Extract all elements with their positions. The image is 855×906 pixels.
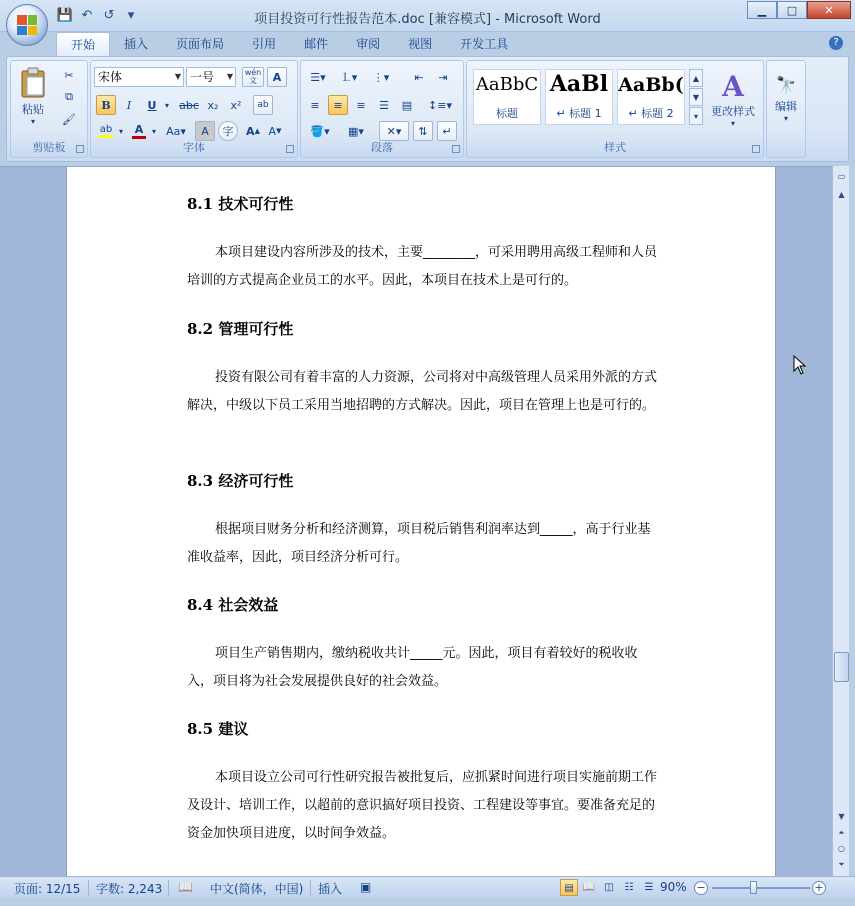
- section-body: 投资有限公司有着丰富的人力资源，公司将对中高级管理人员采用外派的方式解决，中级以下员工采用当地招聘的方式解决。因此，项目在管理上也是可行的。: [187, 370, 658, 413]
- ribbon-tabs: [56, 32, 522, 56]
- font-size-value: 一号: [190, 70, 215, 84]
- decrease-indent-button[interactable]: ⇤: [414, 70, 424, 84]
- styles-group: [466, 60, 764, 158]
- clipboard-launcher-icon[interactable]: [76, 145, 84, 153]
- office-logo-icon: [17, 15, 37, 35]
- tab-page-layout[interactable]: 页面布局: [176, 37, 225, 51]
- align-right-button[interactable]: ≡: [356, 98, 366, 112]
- styles-launcher-icon[interactable]: [752, 145, 760, 153]
- font-size-combo[interactable]: [186, 67, 236, 87]
- change-case-button[interactable]: Aa▾: [166, 124, 186, 138]
- style-name: 标题: [496, 107, 518, 120]
- superscript-button[interactable]: x²: [230, 98, 242, 112]
- paragraph-group: [300, 60, 464, 158]
- style-card-heading-1[interactable]: [545, 69, 613, 125]
- italic-button[interactable]: I: [126, 98, 132, 112]
- change-styles-icon: A: [722, 70, 744, 103]
- styles-more-icon[interactable]: ▾: [689, 107, 703, 125]
- underline-button[interactable]: U: [147, 98, 157, 112]
- select-browse-object-icon[interactable]: ○: [838, 844, 845, 853]
- phonetic-guide-button[interactable]: wén 文: [242, 67, 264, 87]
- window-controls: [747, 1, 851, 19]
- next-page-icon[interactable]: ⏷: [838, 860, 845, 869]
- tab-view[interactable]: 视图: [408, 37, 433, 51]
- tab-references[interactable]: 引用: [252, 37, 277, 51]
- style-name: ↵ 标题 1: [556, 107, 602, 120]
- paste-button[interactable]: [15, 65, 51, 127]
- font-color-button[interactable]: A: [129, 121, 149, 141]
- mouse-cursor-icon: [793, 355, 807, 375]
- paste-icon: [19, 67, 47, 99]
- phonetic-guide-label: wén: [244, 68, 262, 77]
- enclose-characters-button[interactable]: 字: [218, 121, 238, 141]
- chinese-layout-button[interactable]: ✕▾: [379, 121, 409, 141]
- editing-group: [766, 60, 806, 158]
- style-sample: AaBl: [549, 71, 609, 97]
- styles-group-label: 样式: [604, 141, 626, 154]
- zoom-out-icon[interactable]: −: [694, 881, 708, 895]
- draft-view-icon[interactable]: ☰: [644, 882, 654, 893]
- editing-button[interactable]: 🔭 编辑 ▾: [775, 75, 797, 123]
- grow-font-button[interactable]: A ▲: [246, 124, 260, 138]
- quick-access-toolbar: [56, 6, 140, 24]
- clear-formatting-button[interactable]: ab: [253, 95, 273, 115]
- section-body: 根据项目财务分析和经济测算，项目税后销售利润率达到_____，高于行业基准收益率，因此，项目经济分析可行。: [187, 522, 651, 565]
- proofing-icon[interactable]: 📖: [178, 880, 193, 894]
- style-sample: AaBb(: [618, 74, 684, 96]
- multilevel-list-button[interactable]: ⋮▾: [372, 70, 390, 84]
- style-card-title[interactable]: [473, 69, 541, 125]
- borders-button[interactable]: ▦▾: [348, 124, 364, 138]
- zoom-slider-thumb[interactable]: [750, 881, 757, 894]
- zoom-in-icon[interactable]: +: [812, 881, 826, 895]
- style-sample: AaBbC: [475, 74, 539, 95]
- font-color-dropdown-icon[interactable]: ▾: [151, 126, 156, 136]
- macro-record-icon[interactable]: ▣: [360, 880, 372, 894]
- tab-home[interactable]: 开始: [56, 32, 110, 56]
- shading-button[interactable]: 🪣▾: [310, 124, 330, 138]
- increase-indent-button[interactable]: ⇥: [438, 70, 448, 84]
- copy-icon[interactable]: ⧉: [65, 90, 73, 103]
- web-layout-view-icon[interactable]: ◫: [604, 882, 614, 893]
- font-name-value: 宋体: [98, 70, 123, 84]
- save-icon[interactable]: 💾: [56, 7, 74, 23]
- title-bar: [0, 0, 855, 32]
- sort-button[interactable]: ⇅: [413, 121, 433, 141]
- print-layout-view-icon[interactable]: ▤: [560, 879, 578, 896]
- full-screen-reading-view-icon[interactable]: 📖: [582, 882, 596, 893]
- binoculars-icon: 🔭: [776, 75, 796, 94]
- font-group: [90, 60, 298, 158]
- character-border-button[interactable]: A: [267, 67, 287, 87]
- editing-label: 编辑: [775, 100, 797, 113]
- page-count[interactable]: 页面: 12/15: [14, 882, 81, 896]
- section-heading: 8.5 建议: [187, 720, 249, 738]
- line-spacing-button[interactable]: ↕≡▾: [428, 98, 452, 112]
- bullets-button[interactable]: ☰▾: [310, 70, 326, 84]
- previous-page-icon[interactable]: ⏶: [838, 828, 845, 837]
- section-heading: 8.1 技术可行性: [187, 195, 294, 213]
- show-hide-marks-button[interactable]: ↵: [437, 121, 457, 141]
- numbering-button[interactable]: ⒈▾: [340, 71, 358, 84]
- font-size-dropdown-icon[interactable]: ▼: [226, 72, 233, 81]
- ribbon: [6, 56, 849, 162]
- section-body: 本项目建设内容所涉及的技术，主要________，可采用聘用高级工程师和人员培训的方式提高企业员工的水平。因此，本项目在技术上是可行的。: [187, 245, 658, 288]
- highlight-button[interactable]: ab: [96, 121, 116, 141]
- strikethrough-button[interactable]: abc: [179, 98, 199, 112]
- align-center-button[interactable]: ≡: [328, 95, 348, 115]
- subscript-button[interactable]: x₂: [207, 98, 219, 112]
- tab-insert[interactable]: 插入: [124, 37, 149, 51]
- highlight-dropdown-icon[interactable]: ▾: [118, 126, 123, 136]
- window-title: 项目投资可行性报告范本.doc [兼容模式] - Microsoft Word: [254, 12, 601, 27]
- scroll-up-icon[interactable]: ▲: [838, 190, 845, 199]
- section-body: 项目生产销售期内，缴纳税收共计_____元。因此，项目有着较好的税收收入，项目将为社会发展提供良好的社会效益。: [187, 646, 638, 689]
- shrink-font-button[interactable]: A ▼: [268, 124, 282, 138]
- bold-button[interactable]: B: [96, 95, 116, 115]
- style-card-heading-2[interactable]: [617, 69, 685, 125]
- status-bar: [0, 876, 855, 898]
- maximize-button[interactable]: □: [777, 1, 807, 19]
- section-heading: 8.2 管理可行性: [187, 320, 294, 338]
- document-workspace: [0, 166, 832, 876]
- section-body: 本项目设立公司可行性研究报告被批复后，应抓紧时间进行项目实施前期工作及设计、培训工作，以超前的意识搞好项目投资、工程建设等事宜。要准备充足的资金加快项目进度，以时间争效益。: [187, 770, 658, 841]
- distributed-button[interactable]: ▤: [401, 98, 413, 112]
- change-styles-button[interactable]: A 更改样式 ▾: [711, 70, 755, 128]
- tab-mailings[interactable]: 邮件: [304, 37, 329, 51]
- justify-button[interactable]: ☰: [379, 98, 389, 112]
- character-shading-button[interactable]: A: [195, 121, 215, 141]
- font-launcher-icon[interactable]: [286, 145, 294, 153]
- word-count[interactable]: 字数: 2,243: [96, 882, 163, 896]
- section-heading: 8.4 社会效益: [187, 596, 279, 614]
- tab-developer[interactable]: 开发工具: [460, 37, 509, 51]
- document-page[interactable]: [66, 167, 776, 877]
- vertical-scrollbar[interactable]: [832, 166, 849, 876]
- outline-view-icon[interactable]: ☷: [624, 882, 634, 893]
- cut-icon[interactable]: ✂: [64, 68, 74, 82]
- styles-scroll-up-icon[interactable]: ▲: [689, 69, 703, 87]
- align-left-button[interactable]: ≡: [310, 98, 320, 112]
- insert-mode-indicator[interactable]: 插入: [318, 882, 343, 896]
- zoom-level[interactable]: 90%: [660, 880, 687, 894]
- style-name: ↵ 标题 2: [628, 107, 674, 120]
- styles-scroll-down-icon[interactable]: ▼: [689, 88, 703, 106]
- undo-icon[interactable]: ↶: [81, 7, 93, 23]
- minimize-button[interactable]: ▁: [747, 1, 777, 19]
- tab-review[interactable]: 审阅: [356, 37, 381, 51]
- underline-dropdown-icon[interactable]: ▾: [164, 100, 169, 110]
- clipboard-group-label: 剪贴板: [32, 141, 66, 154]
- customize-qat-icon[interactable]: ▾: [127, 7, 135, 23]
- font-name-combo[interactable]: [94, 67, 184, 87]
- zoom-slider[interactable]: [712, 887, 810, 889]
- format-painter-icon[interactable]: 🖌: [62, 112, 76, 126]
- scroll-thumb[interactable]: [834, 652, 849, 682]
- close-button[interactable]: ✕: [807, 1, 851, 19]
- paste-label: 粘贴: [22, 102, 44, 116]
- font-name-dropdown-icon[interactable]: ▼: [174, 72, 181, 81]
- section-heading: 8.3 经济可行性: [187, 472, 294, 490]
- redo-icon[interactable]: ↺: [103, 7, 115, 23]
- ruler-toggle-icon[interactable]: ▭: [837, 172, 846, 181]
- change-styles-label: 更改样式: [711, 105, 755, 118]
- language-indicator[interactable]: 中文(简体，中国): [210, 882, 304, 896]
- office-button[interactable]: [6, 4, 48, 46]
- paragraph-launcher-icon[interactable]: [452, 145, 460, 153]
- paragraph-group-label: 段落: [371, 141, 393, 154]
- help-icon[interactable]: ?: [829, 36, 843, 50]
- highlight-color-swatch: [99, 135, 113, 138]
- scroll-down-icon[interactable]: ▼: [838, 812, 845, 821]
- font-group-label: 字体: [183, 141, 205, 154]
- clipboard-group: [10, 60, 88, 158]
- paste-dropdown-icon[interactable]: ▾: [30, 116, 35, 126]
